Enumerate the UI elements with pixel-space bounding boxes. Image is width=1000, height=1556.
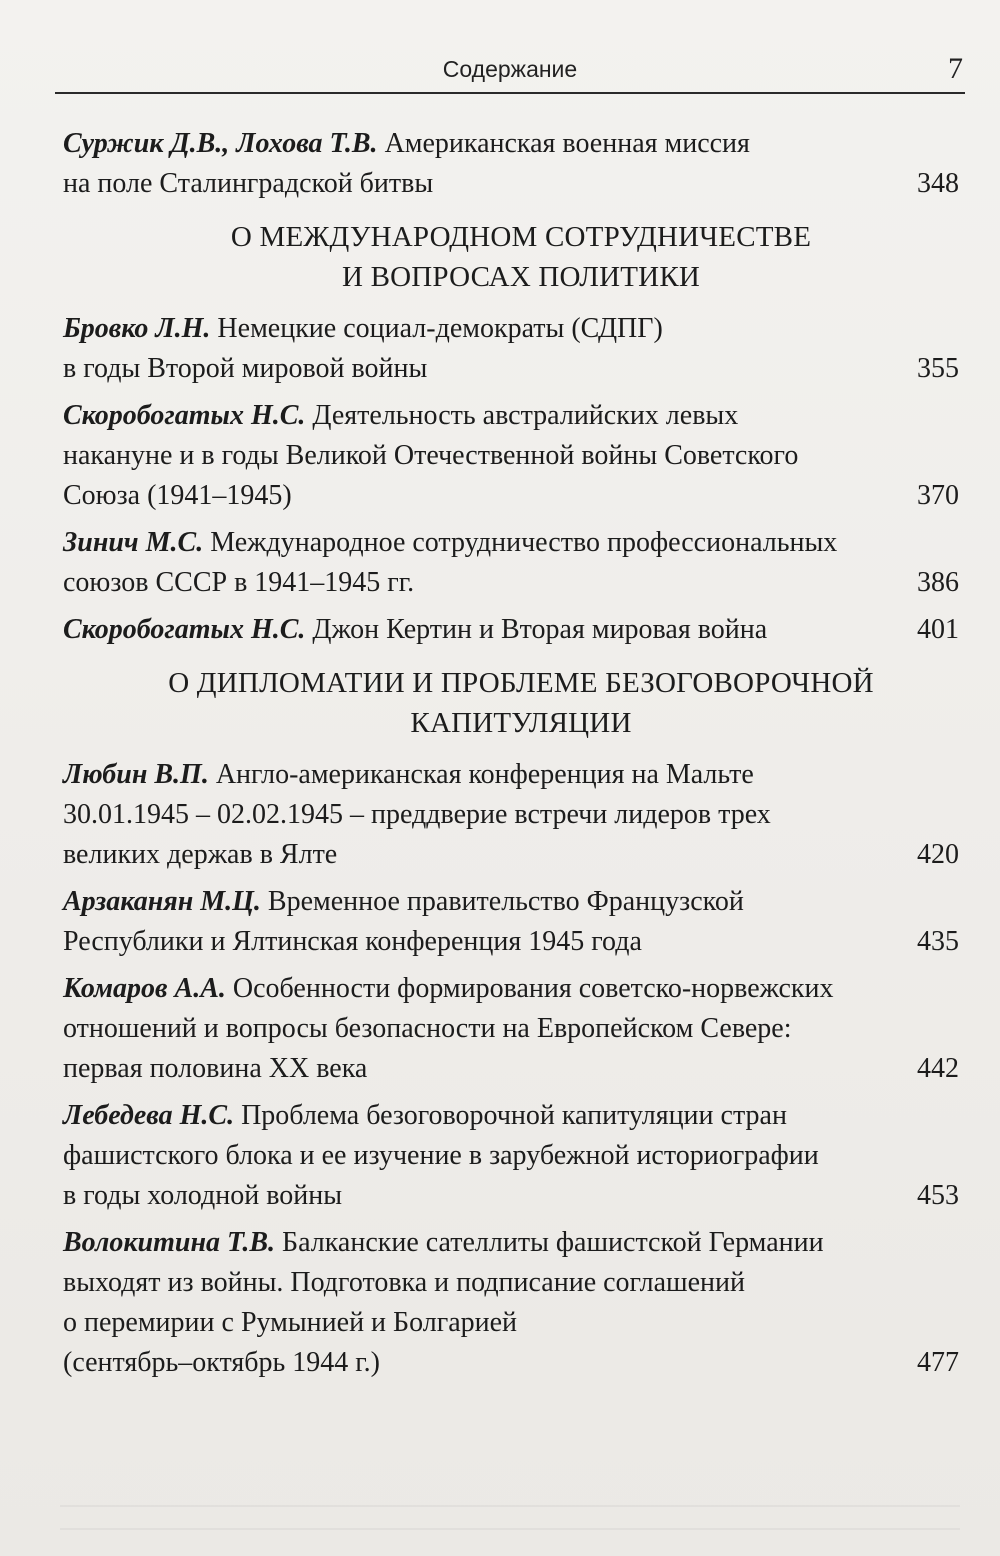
entry-title-line: первая половина XX века [63, 1053, 368, 1084]
entry-author: Скоробогатых Н.С. [63, 400, 306, 431]
entry-page-number: 477 [917, 1347, 959, 1378]
section-heading [63, 663, 959, 743]
running-head-title: Содержание [442, 56, 578, 82]
toc-entry [63, 396, 959, 516]
entry-title-line: выходят из войны. Подготовка и подписание соглашений [63, 1267, 745, 1298]
entry-title-line: в годы Второй мировой войны [63, 353, 428, 384]
entry-title-line: накануне и в годы Великой Отечественной войны Советского [63, 440, 799, 471]
entry-title-line: (сентябрь–октябрь 1944 г.) [63, 1347, 380, 1378]
entry-page-number: 355 [917, 353, 959, 384]
entry-title-line: Проблема безоговорочной капитуляции стран [234, 1100, 787, 1131]
entry-title-line: Джон Кертин и Вторая мировая война [305, 614, 768, 645]
table-of-contents [63, 124, 959, 1390]
toc-entry [63, 969, 959, 1089]
entry-title-line: на поле Сталинградской битвы [63, 168, 434, 199]
entry-page-number: 435 [917, 926, 959, 957]
entry-title-line: Временное правительство Французской [260, 886, 744, 917]
entry-page-number: 401 [917, 614, 959, 645]
section-heading-line: КАПИТУЛЯЦИИ [410, 707, 632, 739]
entry-title-line: великих держав в Ялте [63, 839, 338, 870]
entry-author: Лебедева Н.С. [63, 1100, 235, 1131]
entry-author: Комаров А.А. [63, 973, 226, 1004]
entry-page-number: 348 [917, 168, 959, 199]
entry-page-number: 442 [917, 1053, 959, 1084]
entry-title-line: Республики и Ялтинская конференция 1945 года [63, 926, 642, 957]
toc-entry [63, 610, 959, 650]
entry-author: Зинич М.С. [63, 527, 204, 558]
entry-author: Скоробогатых Н.С. [63, 614, 306, 645]
entry-title-line: в годы холодной войны [63, 1180, 343, 1211]
section-heading-line: О МЕЖДУНАРОДНОМ СОТРУДНИЧЕСТВЕ [230, 221, 812, 253]
entry-title-line: Англо-американская конференция на Мальте [208, 759, 754, 790]
entry-author: Суржик Д.В., Лохова Т.В. [63, 128, 378, 159]
toc-entry [63, 309, 959, 389]
entry-title-line: фашистского блока и ее изучение в зарубежной историографии [63, 1140, 819, 1171]
entry-title-line: 30.01.1945 – 02.02.1945 – преддверие встречи лидеров трех [63, 799, 771, 830]
page-number: 7 [948, 52, 963, 85]
paper-bleed-line [60, 1505, 960, 1507]
entry-title-line: Балканские сателлиты фашистской Германии [275, 1227, 824, 1258]
entry-title-line: отношений и вопросы безопасности на Европейском Севере: [63, 1013, 792, 1044]
entry-title-line: Американская военная миссия [377, 128, 750, 159]
entry-title-line: Союза (1941–1945) [63, 480, 292, 511]
entry-author: Любин В.П. [63, 759, 209, 790]
section-heading-line: И ВОПРОСАХ ПОЛИТИКИ [341, 261, 701, 293]
toc-entry [63, 882, 959, 962]
entry-title-line: Международное сотрудничество профессиональных [203, 527, 838, 558]
entry-page-number: 453 [917, 1180, 959, 1211]
paper-bleed-line [60, 1528, 960, 1530]
entry-title-line: Немецкие социал-демократы (СДПГ) [210, 313, 663, 344]
section-heading [63, 217, 959, 297]
entry-title-line: Деятельность австралийских левых [305, 400, 739, 431]
entry-author: Бровко Л.Н. [63, 313, 211, 344]
entry-page-number: 386 [917, 567, 959, 598]
entry-title-line: о перемирии с Румынией и Болгарией [63, 1307, 518, 1338]
toc-entry [63, 1223, 959, 1383]
entry-title-line: союзов СССР в 1941–1945 гг. [63, 567, 415, 598]
entry-author: Волокитина Т.В. [63, 1227, 276, 1258]
toc-entry [63, 1096, 959, 1216]
toc-entry [63, 523, 959, 603]
running-head [55, 52, 965, 94]
section-heading-line: О ДИПЛОМАТИИ И ПРОБЛЕМЕ БЕЗОГОВОРОЧНОЙ [168, 667, 874, 699]
entry-page-number: 420 [917, 839, 959, 870]
entry-author: Арзаканян М.Ц. [63, 886, 261, 917]
entry-page-number: 370 [917, 480, 959, 511]
toc-entry [63, 755, 959, 875]
entry-title-line: Особенности формирования советско-норвежских [225, 973, 834, 1004]
toc-entry [63, 124, 959, 204]
